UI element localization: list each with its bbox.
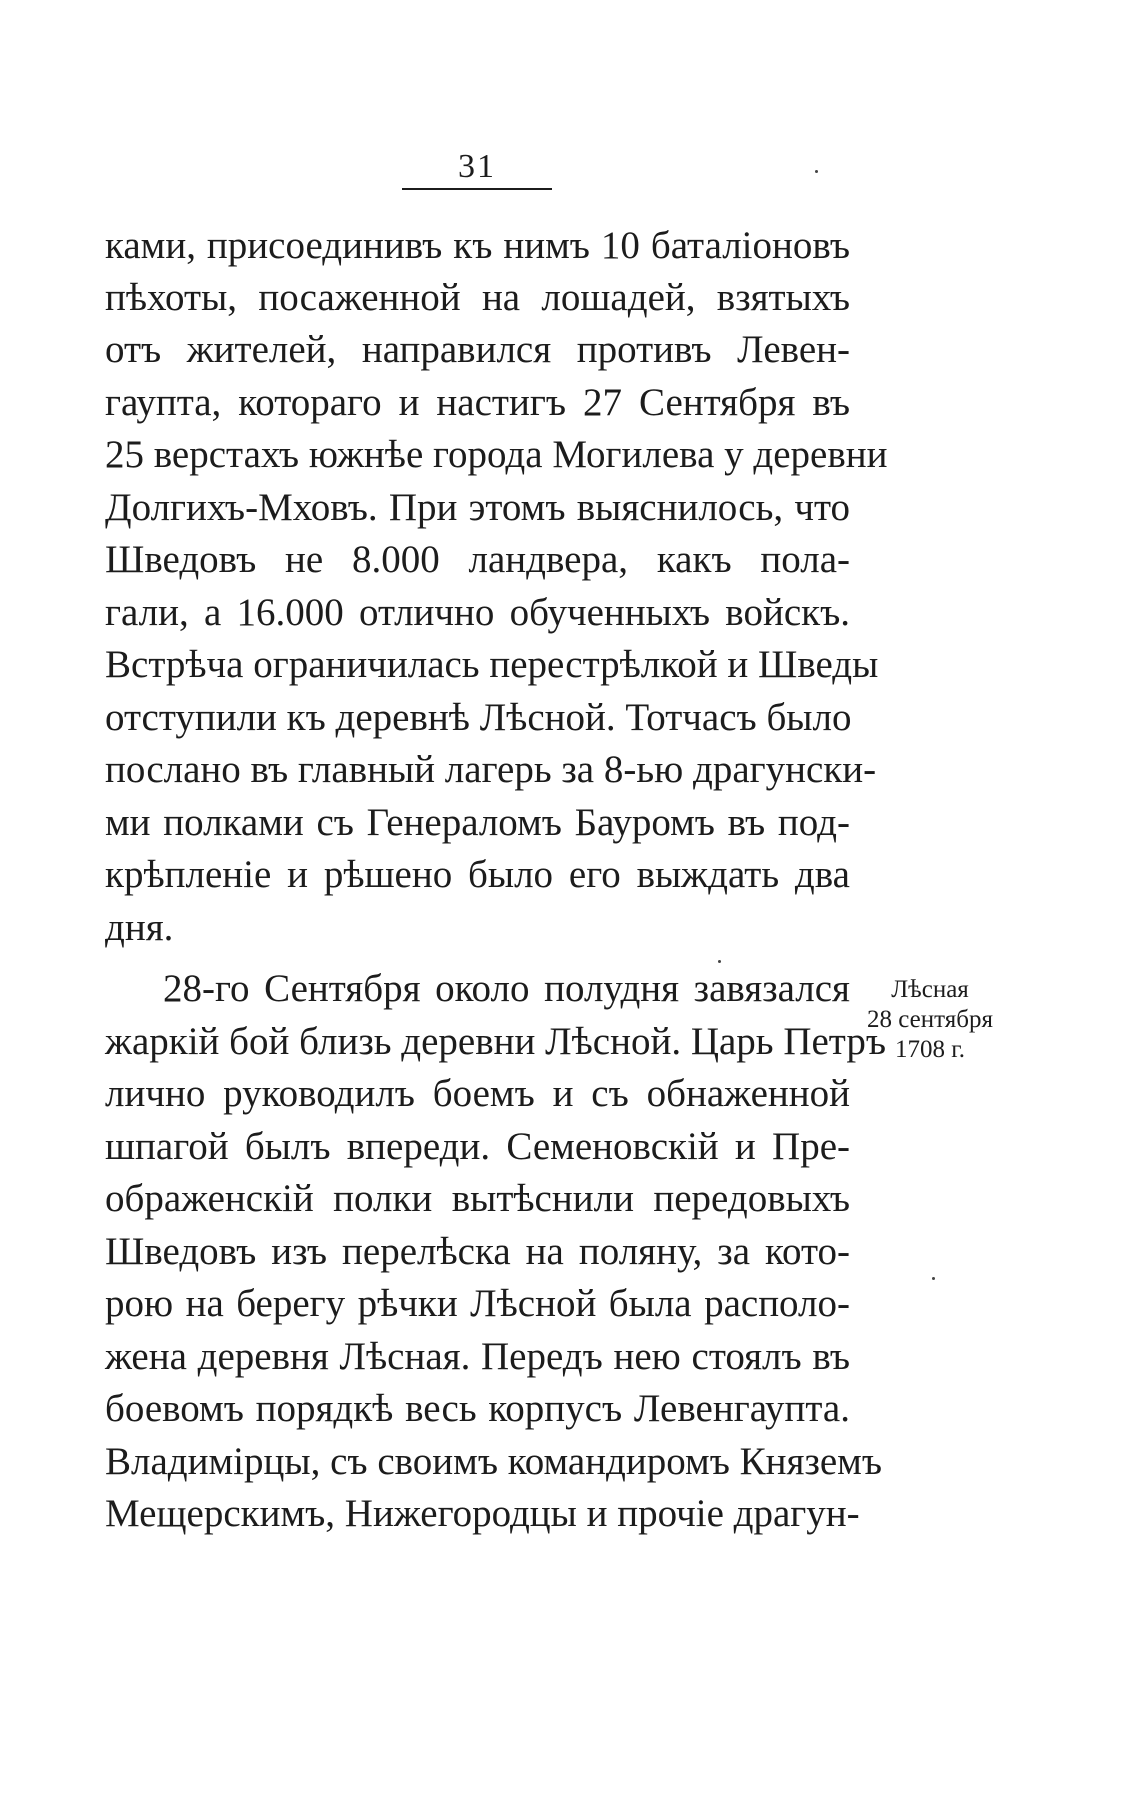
text-line: ками, присоединивъ къ нимъ 10 баталіоновъ (105, 224, 850, 267)
text-line: отъ жителей, направился противъ Левен- (105, 328, 850, 371)
text-line: шпагой былъ впереди. Семеновскій и Пре- (105, 1125, 850, 1168)
text-line: 25 верстахъ южнѣе города Могилева у деревни (105, 433, 888, 476)
print-speck (932, 1277, 935, 1280)
margin-note-date: 28 сентября (867, 1006, 993, 1033)
text-line: ми полками съ Генераломъ Бауромъ въ под- (105, 801, 850, 844)
text-line: Мещерскимъ, Нижегородцы и прочіе драгун- (105, 1492, 860, 1535)
text-line: гали, а 16.000 отлично обученныхъ войскъ. (105, 591, 850, 634)
text-line: Встрѣча ограничилась перестрѣлкой и Шведы (105, 643, 879, 686)
text-line: крѣпленіе и рѣшено было его выждать два (105, 853, 850, 896)
text-line: лично руководилъ боемъ и съ обнаженной (105, 1072, 850, 1115)
text-line: Шведовъ не 8.000 ландвера, какъ пола- (105, 538, 850, 581)
print-speck (718, 960, 721, 963)
text-line: жена деревня Лѣсная. Передъ нею стоялъ въ (105, 1335, 850, 1378)
page-number: 31 (458, 148, 496, 185)
print-speck (815, 170, 818, 173)
margin-note-year: 1708 г. (895, 1036, 965, 1063)
margin-note (855, 975, 1005, 1065)
text-line: жаркій бой близь деревни Лѣсной. Царь Петръ (105, 1020, 886, 1063)
page-number-block (402, 150, 552, 184)
text-line: послано въ главный лагерь за 8-ью драгунски- (105, 748, 877, 791)
text-line: Владимірцы, съ своимъ командиромъ Княземъ (105, 1440, 883, 1483)
page-number-rule (402, 188, 552, 190)
text-line: пѣхоты, посаженной на лошадей, взятыхъ (105, 276, 850, 319)
margin-note-place: Лѣсная (891, 976, 969, 1003)
text-line: ображенскій полки вытѣснили передовыхъ (105, 1177, 850, 1220)
text-line: Шведовъ изъ перелѣска на поляну, за кото- (105, 1230, 850, 1273)
text-line: гаупта, котораго и настигъ 27 Сентября въ (105, 381, 850, 424)
text-line: дня. (105, 906, 174, 949)
text-line: 28-го Сентября около полудня завязался (163, 967, 850, 1010)
text-line: отступили къ деревнѣ Лѣсной. Тотчасъ было (105, 696, 852, 739)
text-line: боевомъ порядкѣ весь корпусъ Левенгаупта. (105, 1387, 850, 1430)
text-line: Долгихъ-Мховъ. При этомъ выяснилось, что (105, 486, 850, 529)
text-line: рою на берегу рѣчки Лѣсной была располо- (105, 1282, 850, 1325)
